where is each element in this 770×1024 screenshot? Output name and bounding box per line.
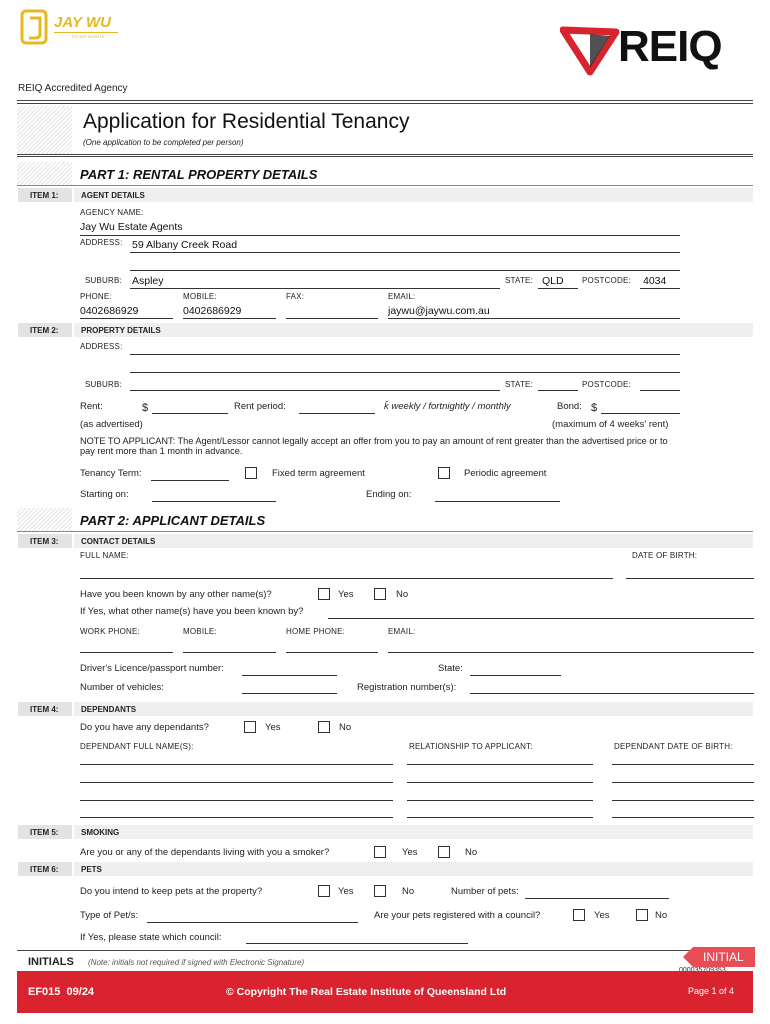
- jaywu-logo-mark-icon: [20, 8, 50, 48]
- property-address-field[interactable]: [130, 354, 680, 355]
- dependant-relationship-row[interactable]: [407, 782, 593, 783]
- item2-number: ITEM 2:: [18, 323, 72, 337]
- starting-on-label: Starting on:: [80, 489, 129, 500]
- item6-heading: PETS: [74, 862, 753, 876]
- rent-period-field[interactable]: [299, 413, 375, 414]
- bond-dollar: $: [591, 402, 598, 414]
- item5-number: ITEM 5:: [18, 825, 72, 839]
- pets-registered-yes-label: Yes: [594, 910, 610, 921]
- smoker-yes-checkbox[interactable]: [374, 846, 386, 858]
- phone-label: PHONE:: [80, 292, 112, 301]
- dependant-name-row[interactable]: [80, 764, 393, 765]
- item1-heading: AGENT DETAILS: [74, 188, 753, 202]
- dependant-dob-row[interactable]: [612, 782, 754, 783]
- smoker-no-checkbox[interactable]: [438, 846, 450, 858]
- property-postcode-label: POSTCODE:: [582, 380, 631, 389]
- form-code: EF015 09/24: [28, 986, 95, 998]
- rent-field[interactable]: [152, 413, 228, 414]
- pets-registered-yes-checkbox[interactable]: [573, 909, 585, 921]
- agency-name-value[interactable]: Jay Wu Estate Agents: [80, 221, 183, 233]
- initials-label: INITIALS: [28, 956, 74, 968]
- dependant-relationship-row[interactable]: [407, 800, 593, 801]
- dependants-question: Do you have any dependants?: [80, 722, 209, 733]
- dependant-relationship-row[interactable]: [407, 817, 593, 818]
- property-suburb-field[interactable]: [130, 390, 500, 391]
- vehicles-field[interactable]: [242, 693, 337, 694]
- address-value[interactable]: 59 Albany Creek Road: [132, 239, 238, 251]
- title-hatch: [17, 106, 72, 154]
- pets-no-checkbox[interactable]: [374, 885, 386, 897]
- initial-tab-label: INITIAL: [703, 950, 744, 964]
- page-title: Application for Residential Tenancy: [83, 110, 410, 133]
- part1-heading: PART 1: RENTAL PROPERTY DETAILS: [80, 167, 318, 182]
- dependants-yes-label: Yes: [265, 722, 281, 733]
- reiq-logo: [560, 24, 760, 76]
- bond-field[interactable]: [601, 413, 680, 414]
- agency-name-label: AGENCY NAME:: [80, 208, 144, 217]
- page-subtitle: (One application to be completed per person): [83, 138, 244, 147]
- accredited-agency: REIQ Accredited Agency: [18, 83, 128, 94]
- full-name-label: FULL NAME:: [80, 551, 129, 560]
- periodic-label: Periodic agreement: [464, 468, 547, 479]
- page-number: Page 1 of 4: [688, 986, 735, 996]
- jaywu-logo-text: JAY WU: [54, 14, 111, 31]
- other-names-question: Have you been known by any other name(s)?: [80, 589, 272, 600]
- ending-on-label: Ending on:: [366, 489, 412, 500]
- other-names-if-yes: If Yes, what other name(s) have you been known by?: [80, 606, 304, 617]
- smoker-question: Are you or any of the dependants living with you a smoker?: [80, 847, 330, 858]
- dependants-no-checkbox[interactable]: [318, 721, 330, 733]
- ending-on-field[interactable]: [435, 501, 560, 502]
- pet-type-label: Type of Pet/s:: [80, 910, 139, 921]
- jaywu-logo-subtext: ESTATE AGENTS: [72, 34, 105, 39]
- reiq-logo-mark-icon: [560, 24, 620, 76]
- applicant-email-field[interactable]: [388, 652, 754, 653]
- mobile-value[interactable]: 0402686929: [183, 305, 242, 317]
- pet-type-field[interactable]: [147, 922, 358, 923]
- item4-number: ITEM 4:: [18, 702, 72, 716]
- periodic-checkbox[interactable]: [438, 467, 450, 479]
- dependant-relationship-row[interactable]: [407, 764, 593, 765]
- part2-heading: PART 2: APPLICANT DETAILS: [80, 513, 266, 528]
- item4-heading: DEPENDANTS: [74, 702, 753, 716]
- licence-state-field[interactable]: [470, 675, 561, 676]
- other-names-yes-label: Yes: [338, 589, 354, 600]
- smoker-yes-label: Yes: [402, 847, 418, 858]
- postcode-label: POSTCODE:: [582, 276, 631, 285]
- suburb-label: SUBURB:: [85, 276, 122, 285]
- dependant-name-row[interactable]: [80, 782, 393, 783]
- dependants-yes-checkbox[interactable]: [244, 721, 256, 733]
- which-council-field[interactable]: [246, 943, 468, 944]
- dob-field[interactable]: [626, 578, 754, 579]
- applicant-mobile-field[interactable]: [183, 652, 276, 653]
- dependant-name-row[interactable]: [80, 817, 393, 818]
- starting-on-field[interactable]: [152, 501, 276, 502]
- jaywu-logo: [20, 8, 130, 48]
- item3-heading: CONTACT DETAILS: [74, 534, 753, 548]
- licence-state-label: State:: [438, 663, 463, 674]
- licence-field[interactable]: [242, 675, 337, 676]
- dependant-name-header: DEPENDANT FULL NAME(S):: [80, 742, 194, 751]
- as-advertised: (as advertised): [80, 419, 143, 430]
- rent-period-options: ǩ weekly / fortnightly / monthly: [384, 401, 511, 412]
- pets-registered-no-checkbox[interactable]: [636, 909, 648, 921]
- state-value[interactable]: QLD: [542, 275, 564, 287]
- number-of-pets-label: Number of pets:: [451, 886, 519, 897]
- applicant-email-label: EMAIL:: [388, 627, 416, 636]
- item1-number: ITEM 1:: [18, 188, 72, 202]
- vehicles-label: Number of vehicles:: [80, 682, 164, 693]
- item6-number: ITEM 6:: [18, 862, 72, 876]
- other-names-no-label: No: [396, 589, 409, 600]
- rent-label: Rent:: [80, 401, 103, 412]
- fixed-term-checkbox[interactable]: [245, 467, 257, 479]
- rent-period-label: Rent period:: [234, 401, 286, 412]
- bond-label: Bond:: [557, 401, 582, 412]
- smoker-no-label: No: [465, 847, 478, 858]
- fixed-term-label: Fixed term agreement: [272, 468, 365, 479]
- other-names-yes-checkbox[interactable]: [318, 588, 330, 600]
- pets-yes-checkbox[interactable]: [318, 885, 330, 897]
- pets-registered-question: Are your pets registered with a council?: [374, 910, 541, 921]
- applicant-mobile-label: MOBILE:: [183, 627, 217, 636]
- other-names-no-checkbox[interactable]: [374, 588, 386, 600]
- tenancy-term-field[interactable]: [151, 480, 229, 481]
- dependant-relationship-header: RELATIONSHIP TO APPLICANT:: [409, 742, 533, 751]
- tenancy-term-label: Tenancy Term:: [80, 468, 142, 479]
- dependant-dob-header: DEPENDANT DATE OF BIRTH:: [614, 742, 733, 751]
- item2-heading: PROPERTY DETAILS: [74, 323, 753, 337]
- pets-yes-label: Yes: [338, 886, 354, 897]
- dependant-dob-row[interactable]: [612, 800, 754, 801]
- pets-question: Do you intend to keep pets at the property?: [80, 886, 263, 897]
- property-state-label: STATE:: [505, 380, 534, 389]
- initials-note: (Note: initials not required if signed with Electronic Signature): [88, 958, 305, 967]
- property-suburb-label: SUBURB:: [85, 380, 122, 389]
- postcode-value[interactable]: 4034: [643, 275, 667, 287]
- full-name-field[interactable]: [80, 578, 613, 579]
- property-postcode-field[interactable]: [640, 390, 680, 391]
- pets-no-label: No: [402, 886, 415, 897]
- home-phone-label: HOME PHONE:: [286, 627, 346, 636]
- fax-label: FAX:: [286, 292, 305, 301]
- dependants-no-label: No: [339, 722, 352, 733]
- email-label: EMAIL:: [388, 292, 416, 301]
- rego-field[interactable]: [470, 693, 754, 694]
- work-phone-field[interactable]: [80, 652, 173, 653]
- max-bond-note: (maximum of 4 weeks' rent): [552, 419, 669, 430]
- dob-label: DATE OF BIRTH:: [632, 551, 698, 560]
- other-names-field[interactable]: [328, 618, 754, 619]
- footer-bar: [17, 971, 753, 1013]
- reiq-logo-text: REIQ: [618, 22, 722, 71]
- work-phone-label: WORK PHONE:: [80, 627, 140, 636]
- dependant-name-row[interactable]: [80, 800, 393, 801]
- initial-tab-button[interactable]: [683, 947, 755, 967]
- property-state-field[interactable]: [538, 390, 578, 391]
- phone-value[interactable]: 0402686929: [80, 305, 139, 317]
- rent-dollar: $: [142, 402, 149, 414]
- state-label: STATE:: [505, 276, 534, 285]
- copyright: © Copyright The Real Estate Institute of Queensland Ltd: [226, 986, 507, 998]
- applicant-note: NOTE TO APPLICANT: The Agent/Lessor cannot legally accept an offer from you to pay an amount of rent greater than the advertised price or to pay rent more than 1 month in advance.: [80, 436, 668, 456]
- dependant-dob-row[interactable]: [612, 817, 754, 818]
- dependant-dob-row[interactable]: [612, 764, 754, 765]
- home-phone-field[interactable]: [286, 652, 378, 653]
- licence-label: Driver's Licence/passport number:: [80, 663, 224, 674]
- rego-label: Registration number(s):: [357, 682, 457, 693]
- number-of-pets-field[interactable]: [525, 898, 669, 899]
- item3-number: ITEM 3:: [18, 534, 72, 548]
- property-address-label: ADDRESS:: [80, 342, 123, 351]
- mobile-label: MOBILE:: [183, 292, 217, 301]
- item5-heading: SMOKING: [74, 825, 753, 839]
- suburb-value[interactable]: Aspley: [132, 275, 164, 287]
- email-value[interactable]: jaywu@jaywu.com.au: [388, 305, 490, 317]
- pets-registered-no-label: No: [655, 910, 668, 921]
- address-label: ADDRESS:: [80, 238, 123, 247]
- which-council-label: If Yes, please state which council:: [80, 932, 222, 943]
